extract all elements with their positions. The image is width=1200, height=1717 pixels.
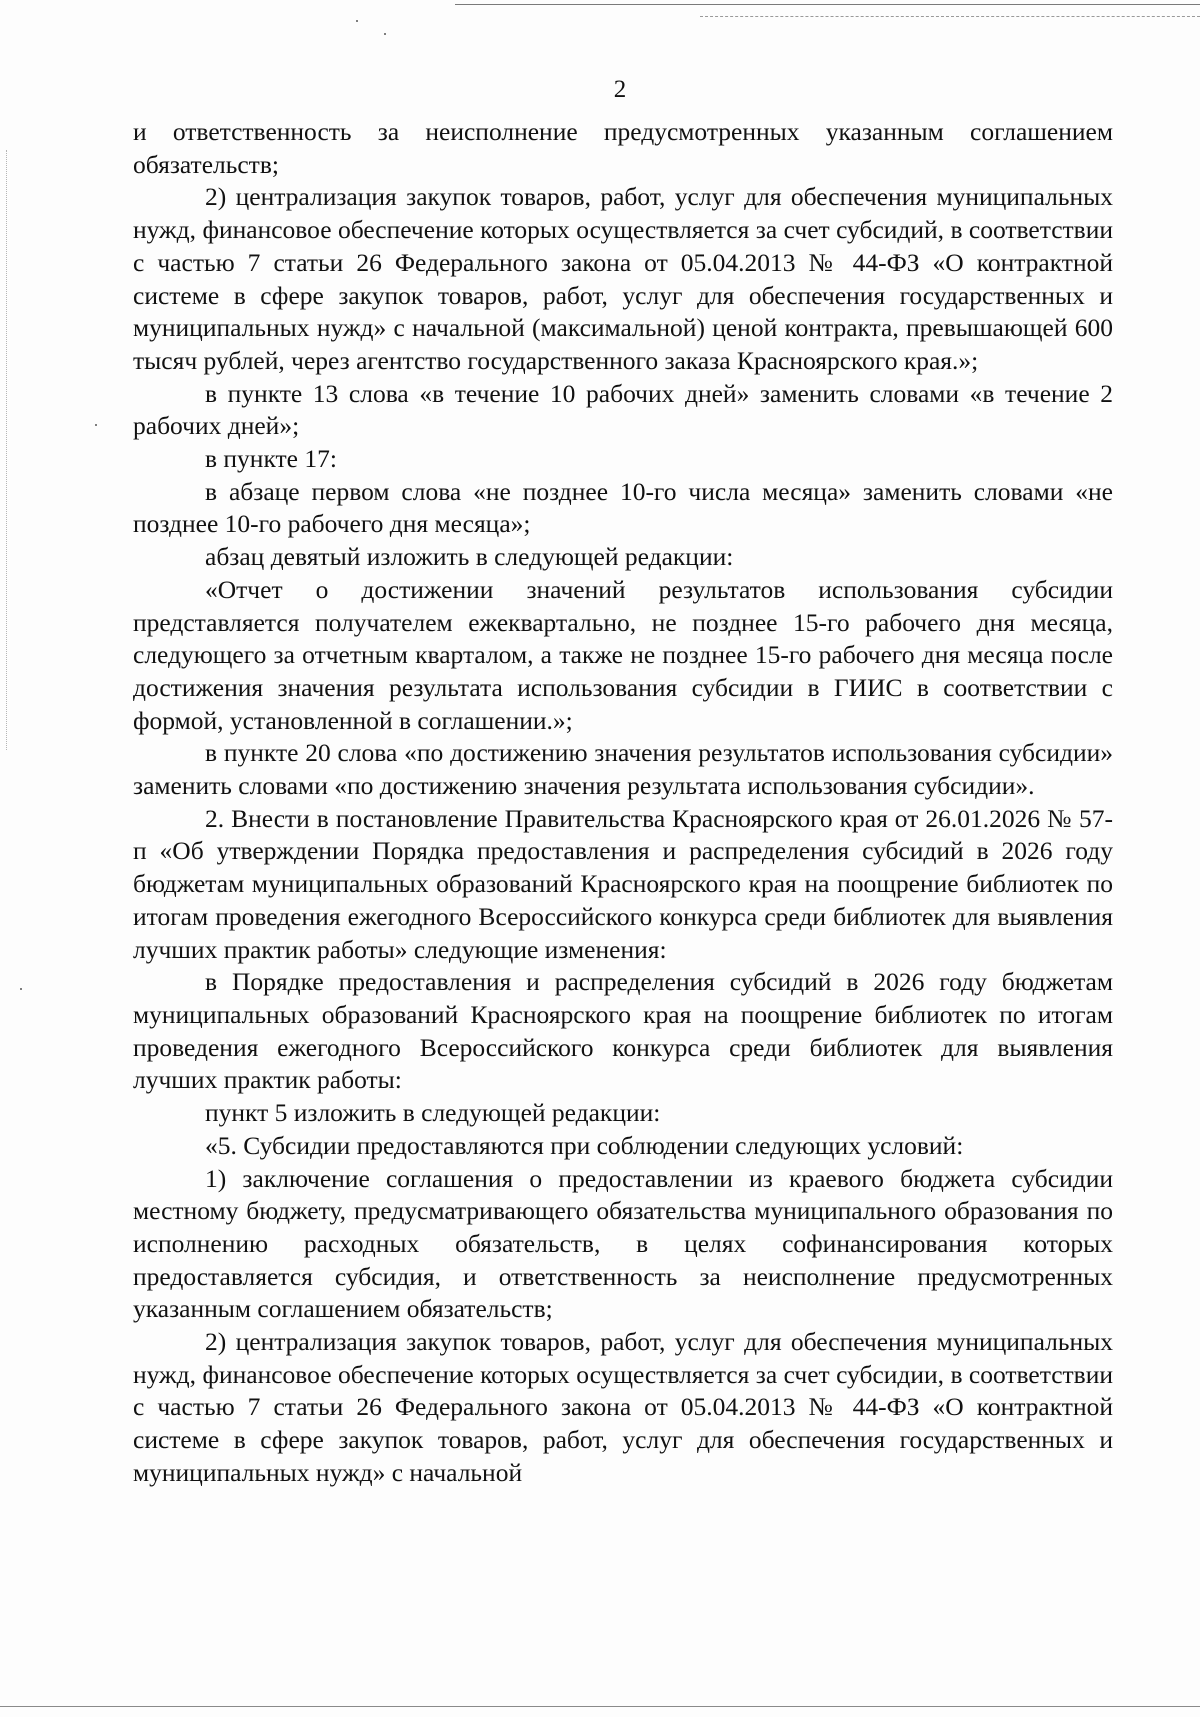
paragraph: пункт 5 изложить в следующей редакции:: [205, 1098, 661, 1128]
document-body: [133, 116, 1113, 1490]
paragraph: в пункте 17:: [205, 444, 337, 474]
paragraph: в пункте 20 слова «по достижению значения результатов использования субсидии» заменить словами «по достижению значения результата использования субсидии».: [133, 738, 1113, 801]
paragraph: 2) централизация закупок товаров, работ, услуг для обеспечения муниципальных нужд, финансовое обеспечение которых осуществляется за счет субсидии, в соответствии с частью 7 статьи 26 Федерального закона от 05.04.2013 № 44-ФЗ «О контрактной системе в сфере закупок товаров, работ, услуг для обеспечения государственных и муниципальных нужд» с начальной: [133, 1327, 1113, 1487]
paragraph: 2. Внести в постановление Правительства Красноярского края от 26.01.2026 № 57-п «Об утверждении Порядка предоставления и распределения субсидий в 2026 году бюджетам муниципальных образований Красноярского края на поощрение библиотек по итогам проведения ежегодного Всероссийского конкурса среди библиотек для выявления лучших практик работы» следующие изменения:: [133, 803, 1113, 964]
scan-artifact-left-edge: [6, 150, 7, 750]
paragraph: и ответственность за неисполнение предусмотренных указанным соглашением обязательств;: [133, 117, 1113, 179]
paragraph: в пункте 13 слова «в течение 10 рабочих дней» заменить словами «в течение 2 рабочих дней»;: [133, 378, 1113, 441]
scan-artifact-top-dashed-line: [700, 16, 1200, 17]
scan-speck: [20, 988, 22, 990]
page-number: 2: [613, 76, 627, 103]
paragraph: абзац девятый изложить в следующей редакции:: [205, 542, 734, 572]
paragraph: в Порядке предоставления и распределения субсидий в 2026 году бюджетам муниципальных образований Красноярского края на поощрение библиотек по итогам проведения ежегодного Всероссийского конкурса среди библиотек для выявления лучших практик работы:: [133, 967, 1113, 1095]
scan-artifact-top-line: [455, 4, 1200, 5]
paragraph: «Отчет о достижении значений результатов использования субсидии представляется получателем ежеквартально, не позднее 15-го рабочего дня месяца, следующего за отчетным кварталом, а также не позднее 15-го рабочего дня месяца после достижения значения результата использования субсидии в ГИИС в соответствии с формой, установленной в соглашении.»;: [133, 574, 1113, 735]
paragraph: «5. Субсидии предоставляются при соблюдении следующих условий:: [205, 1130, 964, 1160]
paragraph: 2) централизация закупок товаров, работ, услуг для обеспечения муниципальных нужд, финансовое обеспечение которых осуществляется за счет субсидий, в соответствии с частью 7 статьи 26 Федерального закона от 05.04.2013 № 44-ФЗ «О контрактной системе в сфере закупок товаров, работ, услуг для обеспечения государственных и муниципальных нужд» с начальной (максимальной) ценой контракта, превышающей 600 тысяч рублей, через агентство государственного заказа Красноярского края.»;: [133, 182, 1113, 375]
scan-artifact-bottom-line: [0, 1706, 1200, 1707]
scan-speck: [95, 424, 97, 426]
scan-speck: [356, 20, 358, 22]
paragraph: в абзаце первом слова «не позднее 10-го числа месяца» заменить словами «не позднее 10-го рабочего дня месяца»;: [133, 476, 1113, 539]
scan-speck: [384, 33, 386, 35]
paragraph: 1) заключение соглашения о предоставлении из краевого бюджета субсидии местному бюджету, предусматривающего обязательства муниципального образования по исполнению расходных обязательств, в целях софинансирования которых предоставляется субсидия, и ответственность за неисполнение предусмотренных указанным соглашением обязательств;: [133, 1163, 1113, 1324]
